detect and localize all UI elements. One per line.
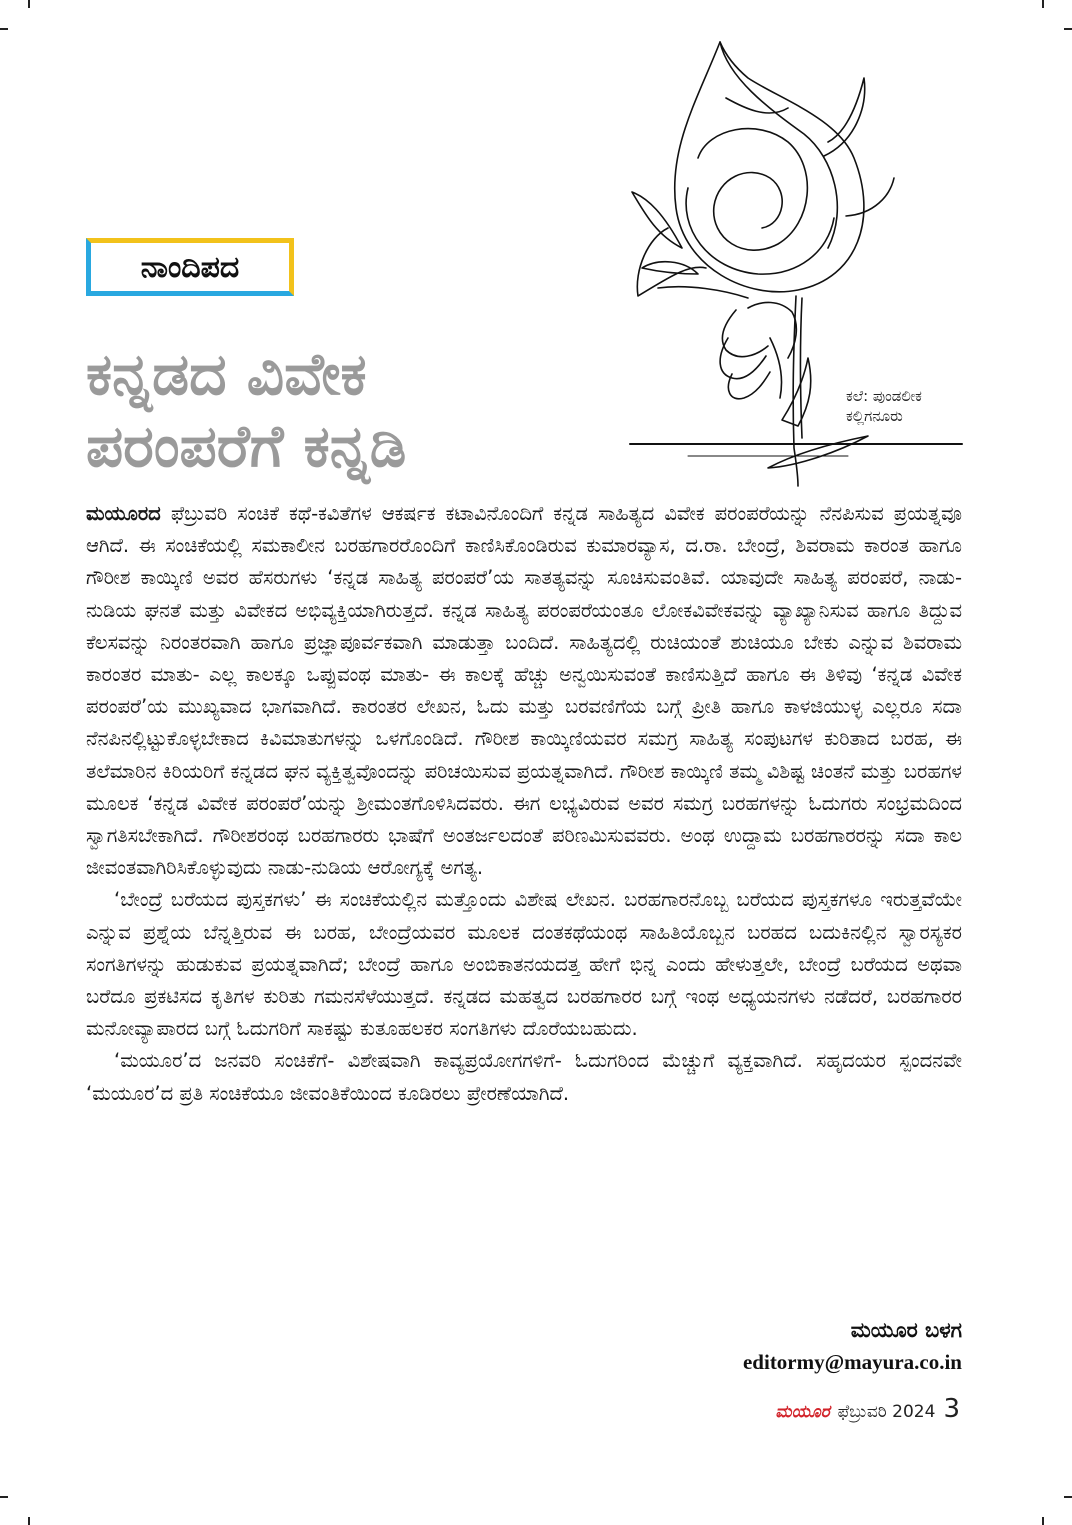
crop-mark (0, 1496, 8, 1498)
footer-issue: ಫೆಬ್ರುವರಿ 2024 (837, 1402, 936, 1422)
section-label-box (86, 238, 294, 296)
page-number: 3 (943, 1394, 960, 1424)
credit-line-2: ಕಲ್ಲಿಗನೂರು (846, 407, 903, 425)
signature-email[interactable]: editormy@mayura.co.in (742, 1350, 962, 1374)
page-title (86, 338, 606, 482)
crop-mark (1064, 1496, 1072, 1498)
paragraph-1 (86, 498, 962, 884)
signature-name: ಮಯೂರ ಬಳಗ (850, 1318, 962, 1342)
title-line-2: ಪರಂಪರೆಗೆ ಕನ್ನಡಿ (86, 412, 407, 480)
title-line-1: ಕನ್ನಡದ ವಿವೇಕ (86, 340, 367, 408)
crop-mark (28, 1517, 30, 1525)
footer-brand-logo: ಮಯೂರ (775, 1402, 830, 1422)
credit-line-1: ಕಲೆ: ಪುಂಡಲೀಕ (846, 387, 922, 405)
paragraph-1-lead: ಮಯೂರದ (86, 502, 161, 525)
editorial-body (86, 498, 962, 1110)
crop-mark (28, 0, 30, 8)
illustration-credit (846, 386, 922, 426)
crop-mark (1042, 0, 1044, 8)
paragraph-1-text: ಫೆಬ್ರುವರಿ ಸಂಚಿಕೆ ಕಥೆ-ಕವಿತೆಗಳ ಆಕರ್ಷಕ ಕಟಾವಿನೊಂದಿಗೆ ಕನ್ನಡ ಸಾಹಿತ್ಯದ ವಿವೇಕ ಪರಂಪರೆಯನ್ನು ನೆನಪಿಸುವ ಪ್ರಯತ್ನವೂ ಆಗಿದೆ. ಈ ಸಂಚಿಕೆಯಲ್ಲಿ ಸಮಕಾಲೀನ ಬರಹಗಾರರೊಂದಿಗೆ ಕಾಣಿಸಿಕೊಂಡಿರುವ ಕುಮಾರವ್ಯಾಸ, ದ.ರಾ. ಬೇಂದ್ರೆ, ಶಿವರಾಮ ಕಾರಂತ ಹಾಗೂ ಗೌರೀಶ ಕಾಯ್ಕಿಣಿ ಅವರ ಹೆಸರುಗಳು ‘ಕನ್ನಡ ಸಾಹಿತ್ಯ ಪರಂಪರೆ’ಯ ಸಾತತ್ಯವನ್ನು ಸೂಚಿಸುವಂತಿವೆ. ಯಾವುದೇ ಸಾಹಿತ್ಯ ಪರಂಪರೆ, ನಾಡು-ನುಡಿಯ ಘನತೆ ಮತ್ತು ವಿವೇಕದ ಅಭಿವ್ಯಕ್ತಿಯಾಗಿರುತ್ತದೆ. ಕನ್ನಡ ಸಾಹಿತ್ಯ ಪರಂಪರೆಯಂತೂ ಲೋಕವಿವೇಕವನ್ನು ವ್ಯಾಖ್ಯಾನಿಸುವ ಹಾಗೂ ತಿದ್ದುವ ಕೆಲಸವನ್ನು ನಿರಂತರವಾಗಿ ಹಾಗೂ ಪ್ರಜ್ಞಾಪೂರ್ವಕವಾಗಿ ಮಾಡುತ್ತಾ ಬಂದಿದೆ. ಸಾಹಿತ್ಯದಲ್ಲಿ ರುಚಿಯಂತೆ ಶುಚಿಯೂ ಬೇಕು ಎನ್ನುವ ಶಿವರಾಮ ಕಾರಂತರ ಮಾತು- ಎಲ್ಲ ಕಾಲಕ್ಕೂ ಒಪ್ಪುವಂಥ ಮಾತು- ಈ ಕಾಲಕ್ಕೆ ಹೆಚ್ಚು ಅನ್ವಯಿಸುವಂತೆ ಕಾಣಿಸುತ್ತಿದೆ ಹಾಗೂ ಈ ತಿಳಿವು ‘ಕನ್ನಡ ವಿವೇಕ ಪರಂಪರೆ’ಯ ಮುಖ್ಯವಾದ ಭಾಗವಾಗಿದೆ. ಕಾರಂತರ ಲೇಖನ, ಓದು ಮತ್ತು ಬರವಣಿಗೆಯ ಬಗ್ಗೆ ಪ್ರೀತಿ ಹಾಗೂ ಕಾಳಜಿಯುಳ್ಳ ಎಲ್ಲರೂ ಸದಾ ನೆನಪಿನಲ್ಲಿಟ್ಟುಕೊಳ್ಳಬೇಕಾದ ಕಿವಿಮಾತುಗಳನ್ನು ಒಳಗೊಂಡಿದೆ. ಗೌರೀಶ ಕಾಯ್ಕಿಣಿಯವರ ಸಮಗ್ರ ಸಾಹಿತ್ಯ ಸಂಪುಟಗಳ ಕುರಿತಾದ ಬರಹ, ಈ ತಲೆಮಾರಿನ ಕಿರಿಯರಿಗೆ ಕನ್ನಡದ ಘನ ವ್ಯಕ್ತಿತ್ವವೊಂದನ್ನು ಪರಿಚಯಿಸುವ ಪ್ರಯತ್ನವಾಗಿದೆ. ಗೌರೀಶ ಕಾಯ್ಕಿಣಿ ತಮ್ಮ ವಿಶಿಷ್ಟ ಚಿಂತನೆ ಮತ್ತು ಬರಹಗಳ ಮೂಲಕ ‘ಕನ್ನಡ ವಿವೇಕ ಪರಂಪರೆ’ಯನ್ನು ಶ್ರೀಮಂತಗೊಳಿಸಿದವರು. ಈಗ ಲಭ್ಯವಿರುವ ಅವರ ಸಮಗ್ರ ಬರಹಗಳನ್ನು ಓದುಗರು ಸಂಭ್ರಮದಿಂದ ಸ್ವಾಗತಿಸಬೇಕಾಗಿದೆ. ಗೌರೀಶರಂಥ ಬರಹಗಾರರು ಭಾಷೆಗೆ ಅಂತರ್ಜಲದಂತೆ ಪರಿಣಮಿಸುವವರು. ಅಂಥ ಉದ್ದಾಮ ಬರಹಗಾರರನ್ನು ಸದಾ ಕಾಲ ಜೀವಂತವಾಗಿರಿಸಿಕೊಳ್ಳುವುದು ನಾಡು-ನುಡಿಯ ಆರೋಗ್ಯಕ್ಕೆ ಅಗತ್ಯ. (86, 502, 962, 880)
page-footer (775, 1394, 960, 1424)
paragraph-3: ‘ಮಯೂರ’ದ ಜನವರಿ ಸಂಚಿಕೆಗೆ- ವಿಶೇಷವಾಗಿ ಕಾವ್ಯಪ್ರಯೋಗಗಳಿಗೆ- ಓದುಗರಿಂದ ಮೆಚ್ಚುಗೆ ವ್ಯಕ್ತವಾಗಿದೆ. ಸಹೃದಯರ ಸ್ಪಂದನವೇ ‘ಮಯೂರ’ದ ಪ್ರತಿ ಸಂಚಿಕೆಯೂ ಜೀವಂತಿಕೆಯಿಂದ ಕೂಡಿರಲು ಪ್ರೇರಣೆಯಾಗಿದೆ. (86, 1049, 962, 1105)
crop-mark (1064, 28, 1072, 30)
paragraph-2: ‘ಬೇಂದ್ರೆ ಬರೆಯದ ಪುಸ್ತಕಗಳು’ ಈ ಸಂಚಿಕೆಯಲ್ಲಿನ ಮತ್ತೊಂದು ವಿಶೇಷ ಲೇಖನ. ಬರಹಗಾರನೊಬ್ಬ ಬರೆಯದ ಪುಸ್ತಕಗಳೂ ಇರುತ್ತವೆಯೇ ಎನ್ನುವ ಪ್ರಶ್ನೆಯ ಬೆನ್ನತ್ತಿರುವ ಈ ಬರಹ, ಬೇಂದ್ರೆಯವರ ಮೂಲಕ ದಂತಕಥೆಯಂಥ ಸಾಹಿತಿಯೊಬ್ಬನ ಬರಹದ ಬದುಕಿನಲ್ಲಿನ ಸ್ವಾರಸ್ಯಕರ ಸಂಗತಿಗಳನ್ನು ಹುಡುಕುವ ಪ್ರಯತ್ನವಾಗಿದೆ; ಬೇಂದ್ರೆ ಹಾಗೂ ಅಂಬಿಕಾತನಯದತ್ತ ಹೇಗೆ ಭಿನ್ನ ಎಂದು ಹೇಳುತ್ತಲೇ, ಬೇಂದ್ರೆ ಬರೆಯದ ಅಥವಾ ಬರೆದೂ ಪ್ರಕಟಿಸದ ಕೃತಿಗಳ ಕುರಿತು ಗಮನಸೆಳೆಯುತ್ತದೆ. ಕನ್ನಡದ ಮಹತ್ವದ ಬರಹಗಾರರ ಬಗ್ಗೆ ಇಂಥ ಅಧ್ಯಯನಗಳು ನಡೆದರೆ, ಬರಹಗಾರರ ಮನೋವ್ಯಾಪಾರದ ಬಗ್ಗೆ ಓದುಗರಿಗೆ ಸಾಕಷ್ಟು ಕುತೂಹಲಕರ ಸಂಗತಿಗಳು ದೊರೆಯಬಹುದು. (86, 888, 962, 1041)
section-label: ನಾಂದಿಪದ (140, 249, 240, 285)
crop-mark (0, 28, 8, 30)
crop-mark (1042, 1517, 1044, 1525)
